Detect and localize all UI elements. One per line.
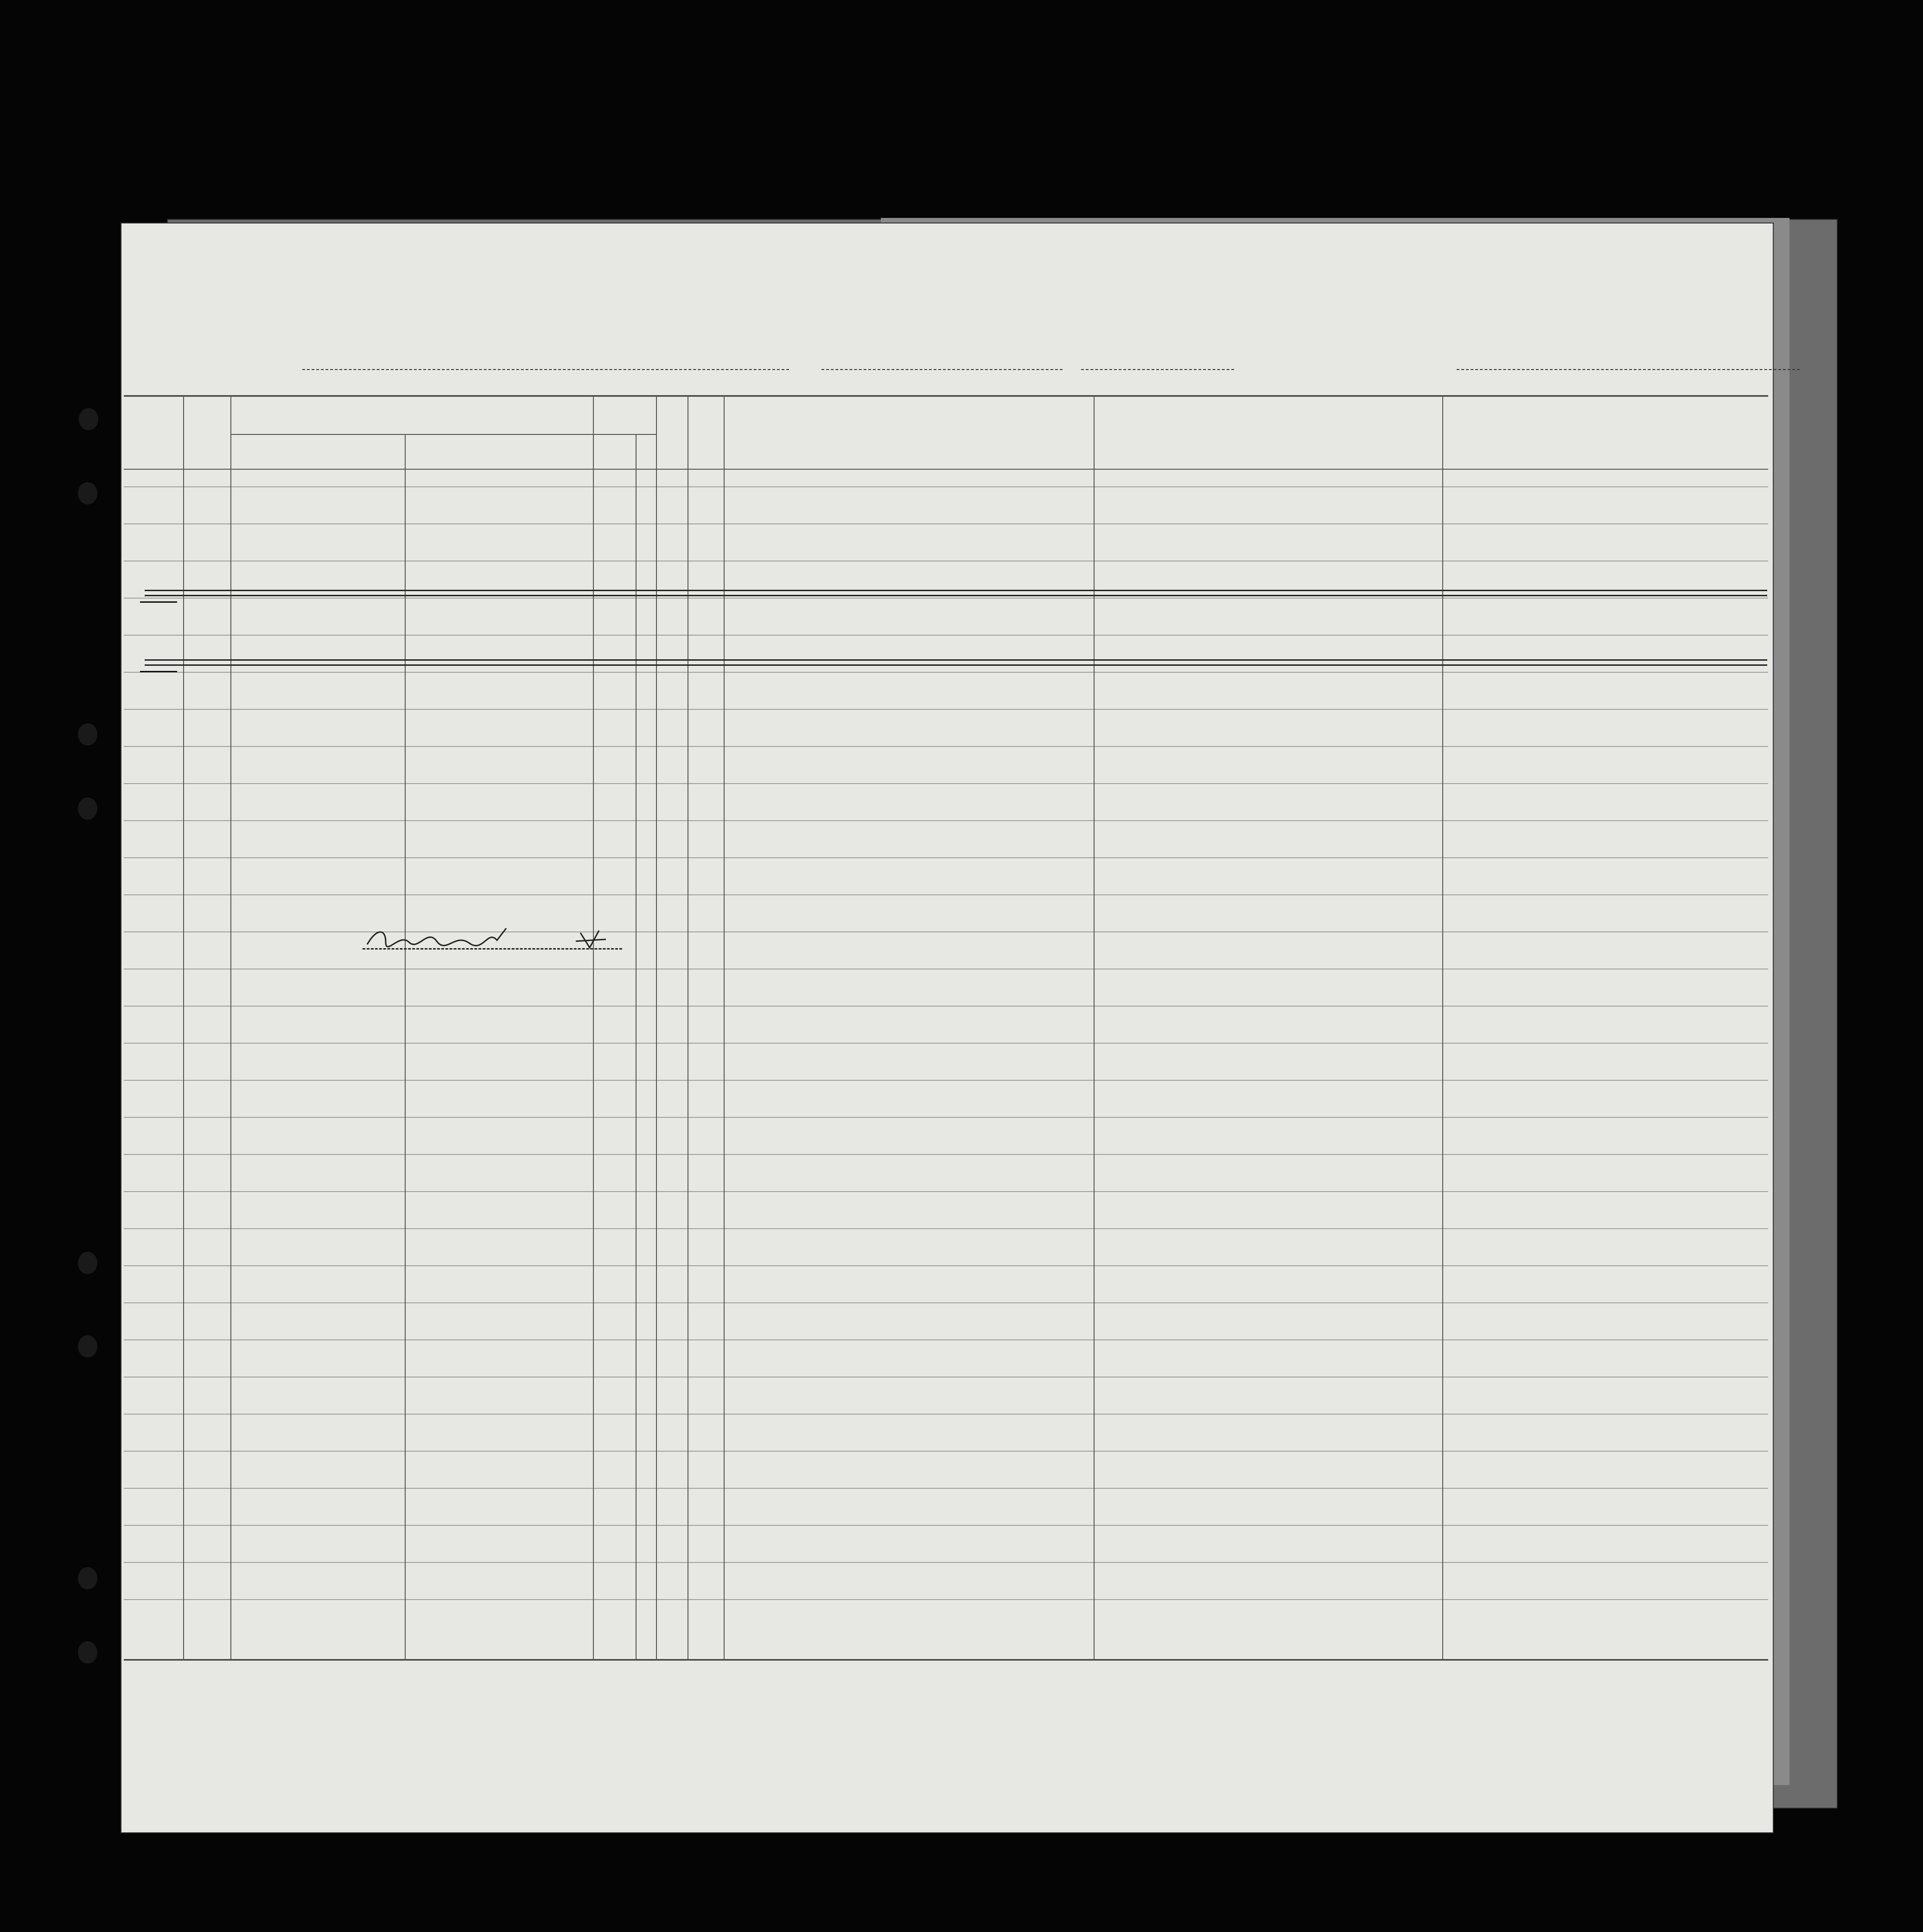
margin-dash-5: [140, 671, 177, 672]
punch-hole: [78, 797, 97, 820]
strikeout-row-3: [145, 590, 1767, 596]
purser-signature: [358, 919, 645, 956]
strikeout-row-5: [145, 659, 1767, 666]
punch-hole: [78, 1252, 97, 1274]
manifest-grid: [121, 223, 1773, 1832]
punch-hole: [78, 1641, 97, 1664]
punch-hole: [78, 1567, 97, 1589]
punch-hole: [78, 482, 97, 504]
punch-hole: [78, 723, 97, 746]
manifest-sheet: [121, 223, 1773, 1832]
margin-dash-3: [140, 601, 177, 603]
punch-hole: [78, 1335, 97, 1358]
punch-hole: [79, 408, 98, 430]
